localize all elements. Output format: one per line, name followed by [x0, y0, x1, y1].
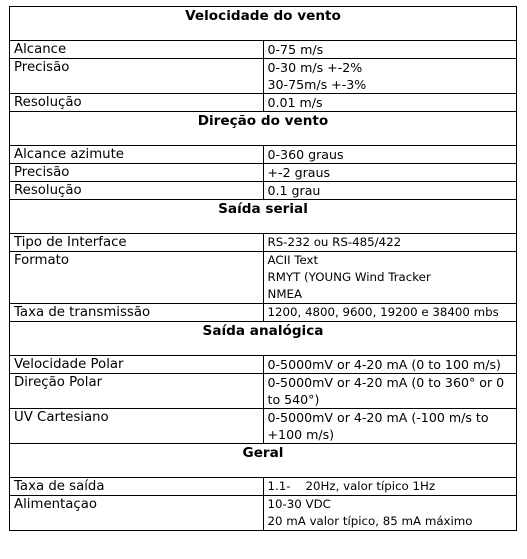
table-row	[10, 304, 517, 322]
section-header-row	[10, 112, 517, 146]
param-value	[263, 94, 517, 112]
param-value	[263, 59, 517, 94]
value-line: 0-5000mV or 4-20 mA (0 to 360° or 0 to 540°)	[267, 375, 505, 407]
section-title: Velocidade do vento	[10, 7, 517, 41]
param-value	[263, 234, 517, 252]
table-row	[10, 182, 517, 200]
table-row	[10, 164, 517, 182]
section-title: Geral	[10, 444, 517, 478]
value-line: 20 mA valor típico, 85 mA máximo	[267, 514, 473, 528]
param-label: Precisão	[10, 164, 264, 182]
specifications-table	[9, 6, 517, 531]
value-line: +-2 graus	[267, 165, 331, 180]
section-title: Direção do vento	[10, 112, 517, 146]
table-row	[10, 252, 517, 304]
param-label: Alcance	[10, 41, 264, 59]
value-line: 0.1 grau	[267, 183, 321, 198]
param-label: UV Cartesiano	[10, 409, 264, 444]
table-row	[10, 41, 517, 59]
param-value	[263, 478, 517, 496]
value-line: RMYT (YOUNG Wind Tracker	[267, 270, 431, 284]
table-row	[10, 234, 517, 252]
param-label: Alcance azimute	[10, 146, 264, 164]
param-label: Precisão	[10, 59, 264, 94]
section-title: Saída serial	[10, 200, 517, 234]
param-label: Direção Polar	[10, 374, 264, 409]
value-line: 30-75m/s +-3%	[267, 77, 367, 92]
table-row	[10, 356, 517, 374]
section-header-row	[10, 444, 517, 478]
value-line: RS-232 ou RS-485/422	[267, 235, 402, 249]
section-header-row	[10, 200, 517, 234]
param-label: Tipo de Interface	[10, 234, 264, 252]
param-value	[263, 409, 517, 444]
value-line: 10-30 VDC	[267, 497, 331, 511]
param-value	[263, 146, 517, 164]
param-label: Velocidade Polar	[10, 356, 264, 374]
value-line: ACII Text	[267, 253, 319, 267]
table-row	[10, 496, 517, 531]
table-row	[10, 478, 517, 496]
param-value	[263, 41, 517, 59]
section-header-row	[10, 322, 517, 356]
value-line: NMEA	[267, 287, 303, 301]
param-value	[263, 496, 517, 531]
table-row	[10, 409, 517, 444]
param-label: Alimentaçao	[10, 496, 264, 531]
value-line: 1.1- 20Hz, valor típico 1Hz	[267, 479, 436, 493]
section-title: Saída analógica	[10, 322, 517, 356]
param-label: Resolução	[10, 182, 264, 200]
value-line: 0-75 m/s	[267, 42, 324, 57]
value-line: 1200, 4800, 9600, 19200 e 38400 mbs	[267, 305, 499, 319]
param-label: Taxa de transmissão	[10, 304, 264, 322]
param-value	[263, 164, 517, 182]
param-label: Taxa de saída	[10, 478, 264, 496]
table-row	[10, 94, 517, 112]
table-row	[10, 146, 517, 164]
value-line: 0.01 m/s	[267, 95, 323, 110]
param-value	[263, 374, 517, 409]
param-value	[263, 182, 517, 200]
table-row	[10, 374, 517, 409]
param-label: Resolução	[10, 94, 264, 112]
value-line: 0-5000mV or 4-20 mA (-100 m/s to +100 m/s)	[267, 410, 489, 442]
table-row	[10, 59, 517, 94]
section-header-row	[10, 7, 517, 41]
param-value	[263, 304, 517, 322]
value-line: 0-5000mV or 4-20 mA (0 to 100 m/s)	[267, 357, 501, 372]
value-line: 0-360 graus	[267, 147, 344, 162]
value-line: 0-30 m/s +-2%	[267, 60, 363, 75]
param-value	[263, 356, 517, 374]
param-value	[263, 252, 517, 304]
param-label: Formato	[10, 252, 264, 304]
